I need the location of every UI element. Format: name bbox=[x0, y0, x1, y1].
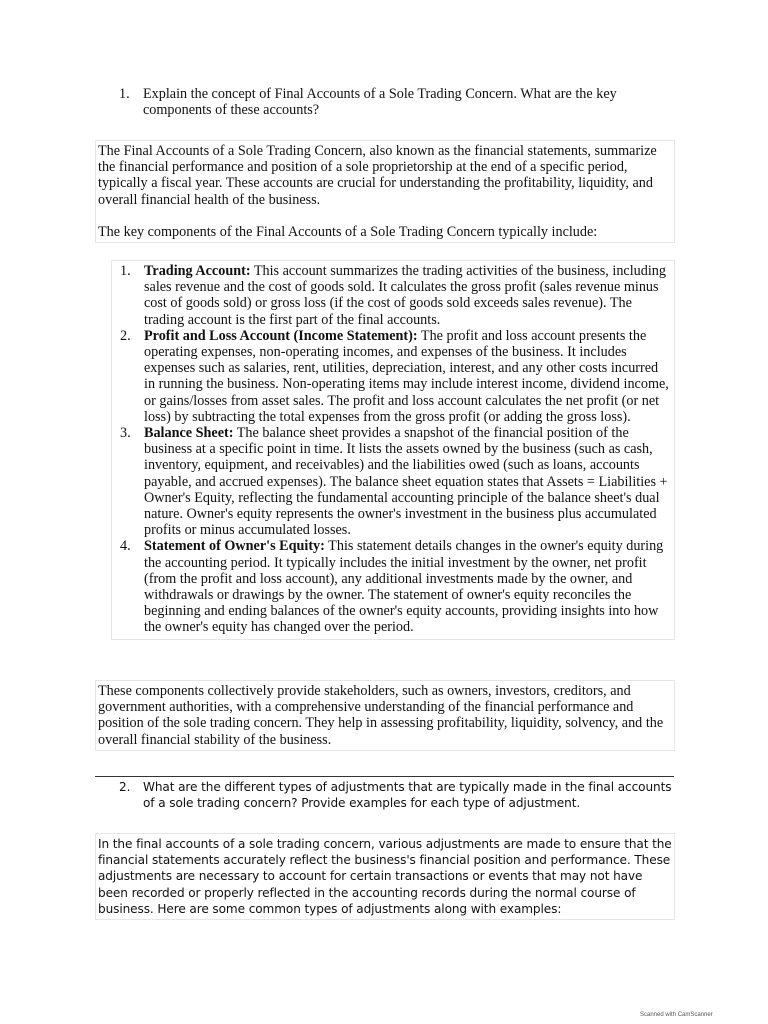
component-number: 3. bbox=[120, 425, 131, 442]
question-1-number: 1. bbox=[119, 86, 130, 102]
scanner-watermark: Scanned with CamScanner bbox=[640, 1012, 713, 1018]
component-number: 1. bbox=[120, 263, 131, 279]
component-text: The balance sheet provides a snapshot of the financial position of the business at a specific point in time. It lists the assets owned by the business (such as cash, inventory, equipment, and receivables) and the liabilities owed (such as loans, accounts payable, and accrued expenses). The balance sheet equation states that Assets = Liabilities + Owner's Equity, reflecting the fundamental accounting principle of the balance sheet's dual nature. Owner's equity represents the owner's investment in the business plus accumulated profits or minus accumulated losses. bbox=[144, 425, 668, 539]
component-number: 4. bbox=[120, 538, 131, 555]
component-title: Profit and Loss Account (Income Statement): bbox=[144, 327, 418, 344]
list-item bbox=[120, 538, 670, 635]
components-list bbox=[120, 263, 670, 636]
list-item bbox=[120, 263, 670, 328]
question-2-text: What are the different types of adjustments that are typically made in the final accounts of a sole trading concern? Provide examples for each type of adjustment. bbox=[143, 780, 672, 811]
question-1 bbox=[119, 86, 679, 118]
component-title: Statement of Owner's Equity: bbox=[144, 538, 325, 555]
question-1-text: Explain the concept of Final Accounts of a Sole Trading Concern. What are the key components of these accounts? bbox=[143, 86, 617, 119]
answer-1-intro-block bbox=[95, 140, 675, 243]
list-item bbox=[120, 425, 670, 538]
section-divider bbox=[95, 776, 674, 777]
question-2 bbox=[119, 779, 675, 811]
answer-2-intro: In the final accounts of a sole trading concern, various adjustments are made to ensure that the financial statements accurately reflect the business's financial position and performance. These adjustments are necessary to account for certain transactions or events that may not have been recorded or properly reflected in the accounting records during the normal course of business. Here are some common types of adjustments along with examples: bbox=[98, 837, 672, 916]
component-text: This account summarizes the trading activities of the business, including sales revenue and the cost of goods sold. It calculates the gross profit (sales revenue minus cost of goods sold) or gross loss (if the cost of goods sold exceeds sales revenue). The trading account is the first part of the final accounts. bbox=[144, 263, 666, 328]
component-title: Trading Account: bbox=[144, 263, 251, 279]
component-number: 2. bbox=[120, 327, 131, 344]
component-title: Balance Sheet: bbox=[144, 425, 234, 442]
answer-1-lead: The key components of the Final Accounts of a Sole Trading Concern typically include: bbox=[98, 223, 598, 240]
list-item bbox=[120, 328, 670, 425]
answer-1-intro: The Final Accounts of a Sole Trading Concern, also known as the financial statements, summarize the financial performance and position of a sole proprietorship at the end of a specific period, typically a fiscal year. These accounts are crucial for understanding the profitability, liquidity, and overall financial health of the business. bbox=[98, 143, 657, 208]
answer-1-conclusion: These components collectively provide stakeholders, such as owners, investors, creditors, and government authorities, with a comprehensive understanding of the financial performance and position of the sole trading concern. They help in assessing profitability, liquidity, solvency, and the overall financial stability of the business. bbox=[98, 683, 664, 748]
answer-1-conclusion-block bbox=[95, 680, 675, 751]
question-2-number: 2. bbox=[119, 780, 131, 794]
answer-2-intro-block bbox=[95, 833, 675, 920]
component-text: The profit and loss account presents the operating expenses, non-operating incomes, and expenses of the business. It includes expenses such as salaries, rent, utilities, depreciation, interest, and any other costs incurred in running the business. Non-operating items may include interest income, dividend income, or gains/losses from asset sales. The profit and loss account calculates the net profit (or net loss) by subtracting the total expenses from the gross profit (or adding the gross loss). bbox=[144, 327, 669, 425]
component-text: This statement details changes in the owner's equity during the accounting period. It typically includes the initial investment by the owner, net profit (from the profit and loss account), any additional investments made by the owner, and withdrawals or drawings by the owner. The statement of owner's equity reconciles the beginning and ending balances of the owner's equity accounts, providing insights into how the owner's equity has changed over the period. bbox=[144, 538, 664, 636]
components-list-block bbox=[111, 260, 675, 640]
